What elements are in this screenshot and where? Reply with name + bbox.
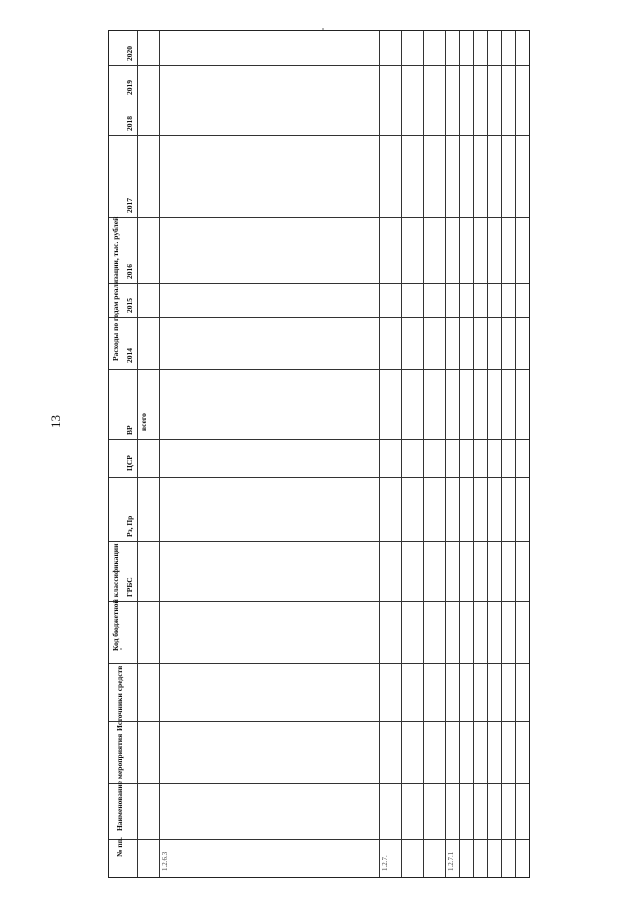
col-border bbox=[109, 839, 529, 840]
header-2017: 2017 bbox=[125, 198, 134, 213]
col-border bbox=[109, 317, 529, 318]
scan-speck bbox=[120, 648, 122, 650]
header-rzpr: Рз, Пр bbox=[125, 515, 134, 537]
row-number: 1.2.7. bbox=[381, 855, 389, 871]
row-border bbox=[423, 31, 424, 877]
header-total: всего bbox=[139, 413, 148, 431]
header-2018: 2018 bbox=[125, 116, 134, 131]
col-border bbox=[109, 217, 529, 218]
col-border bbox=[109, 541, 529, 542]
col-border bbox=[109, 65, 529, 66]
header-sources: Источники средств bbox=[115, 665, 124, 731]
header-grbs: ГРБС bbox=[125, 577, 134, 597]
row-number: 1.2.6.3 bbox=[161, 851, 169, 871]
header-2016: 2016 bbox=[125, 264, 134, 279]
row-border bbox=[379, 31, 380, 877]
header-2020: 2020 bbox=[125, 46, 134, 61]
col-border bbox=[109, 663, 529, 664]
col-border bbox=[109, 135, 529, 136]
col-border bbox=[109, 721, 529, 722]
header-2019: 2019 bbox=[125, 80, 134, 95]
page-number: 13 bbox=[48, 415, 63, 428]
row-border bbox=[515, 31, 516, 877]
header-2014: 2014 bbox=[125, 348, 134, 363]
header-num: № пп. bbox=[115, 837, 124, 857]
budget-table bbox=[108, 30, 530, 878]
row-border bbox=[445, 31, 446, 877]
row-border bbox=[401, 31, 402, 877]
col-border bbox=[109, 783, 529, 784]
header-budget-code: Код бюджетной классификации bbox=[111, 543, 120, 651]
row-border bbox=[487, 31, 488, 877]
row-number: 1.2.7.1 bbox=[447, 851, 455, 871]
row-border bbox=[501, 31, 502, 877]
header-2015: 2015 bbox=[125, 298, 134, 313]
header-expenses: Расходы по годам реализации, тыс. рублей bbox=[111, 216, 120, 361]
col-border bbox=[109, 601, 529, 602]
row-border bbox=[459, 31, 460, 877]
header-vr: ВР bbox=[125, 425, 134, 435]
row-border bbox=[473, 31, 474, 877]
scan-speck bbox=[322, 28, 324, 30]
col-border bbox=[109, 283, 529, 284]
col-border bbox=[109, 369, 529, 370]
col-border bbox=[109, 477, 529, 478]
row-border bbox=[137, 31, 138, 877]
col-border bbox=[109, 439, 529, 440]
row-border bbox=[159, 31, 160, 877]
header-csr: ЦСР bbox=[125, 455, 134, 471]
header-name: Наименование мероприятия bbox=[115, 733, 124, 831]
